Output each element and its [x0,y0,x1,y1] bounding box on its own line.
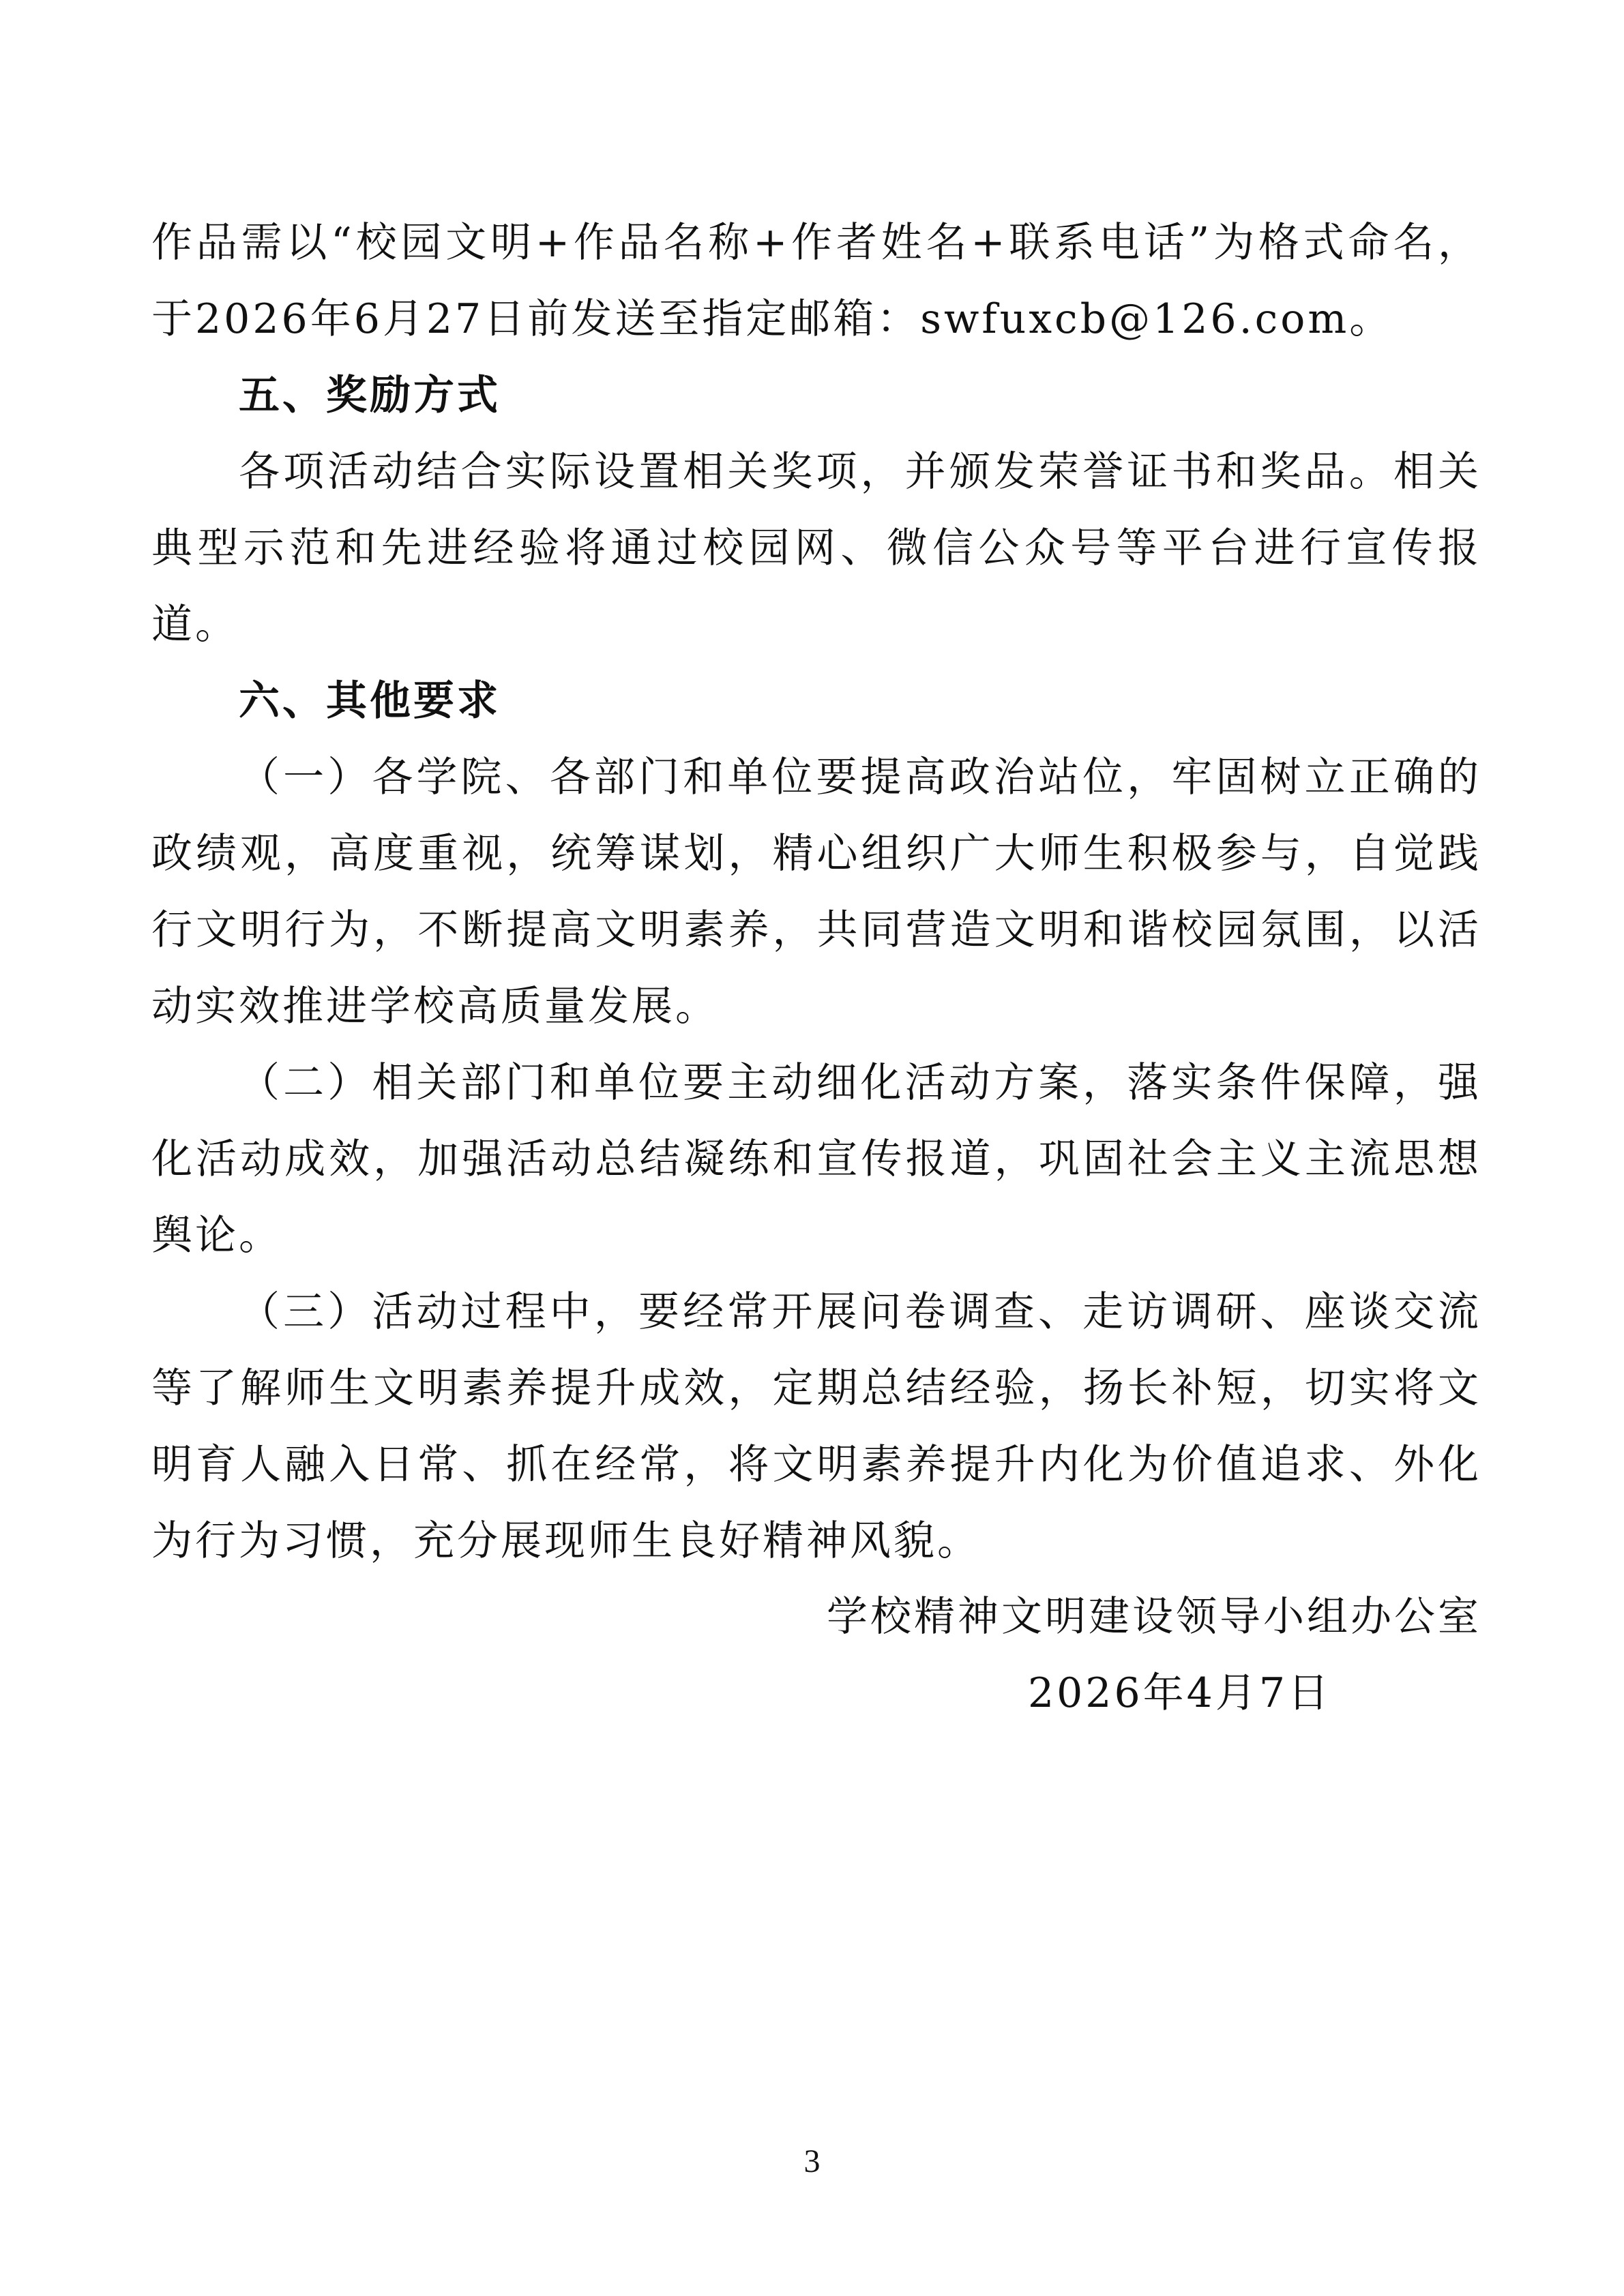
document-body [151,205,1481,1579]
section-heading-other-requirements: 六、其他要求 [239,677,501,725]
paragraph-requirement-1: （一）各学院、各部门和单位要提高政治站位，牢固树立正确的政绩观，高度重视，统筹谋划，精心组织广大师生积极参与，自觉践行文明行为，不断提高文明素养，共同营造文明和谐校园氛围，以活动实效推进学校高质量发展。 [151,754,1481,1030]
paragraph-requirement-2: （二）相关部门和单位要主动细化活动方案，落实条件保障，强化活动成效，加强活动总结凝练和宣传报道，巩固社会主义主流思想舆论。 [151,1059,1481,1259]
signature-block [827,1579,1481,1731]
page-number: 3 [803,2143,821,2179]
paragraph-rewards: 各项活动结合实际设置相关奖项，并颁发荣誉证书和奖品。相关典型示范和先进经验将通过校园网、微信公众号等平台进行宣传报道。 [151,448,1481,648]
section-heading-rewards: 五、奖励方式 [239,372,501,419]
paragraph-submission-format: 作品需以“校园文明+作品名称+作者姓名+联系电话”为格式命名，于2026年6月27日前发送至指定邮箱：swfuxcb@126.com。 [151,219,1481,343]
signature-date: 2026年4月7日 [1027,1669,1331,1717]
signature-organization: 学校精神文明建设领导小组办公室 [827,1593,1481,1641]
paragraph-requirement-3: （三）活动过程中，要经常开展问卷调查、走访调研、座谈交流等了解师生文明素养提升成效，定期总结经验，扬长补短，切实将文明育人融入日常、抓在经常，将文明素养提升内化为价值追求、外化为行为习惯，充分展现师生良好精神风貌。 [151,1288,1481,1565]
